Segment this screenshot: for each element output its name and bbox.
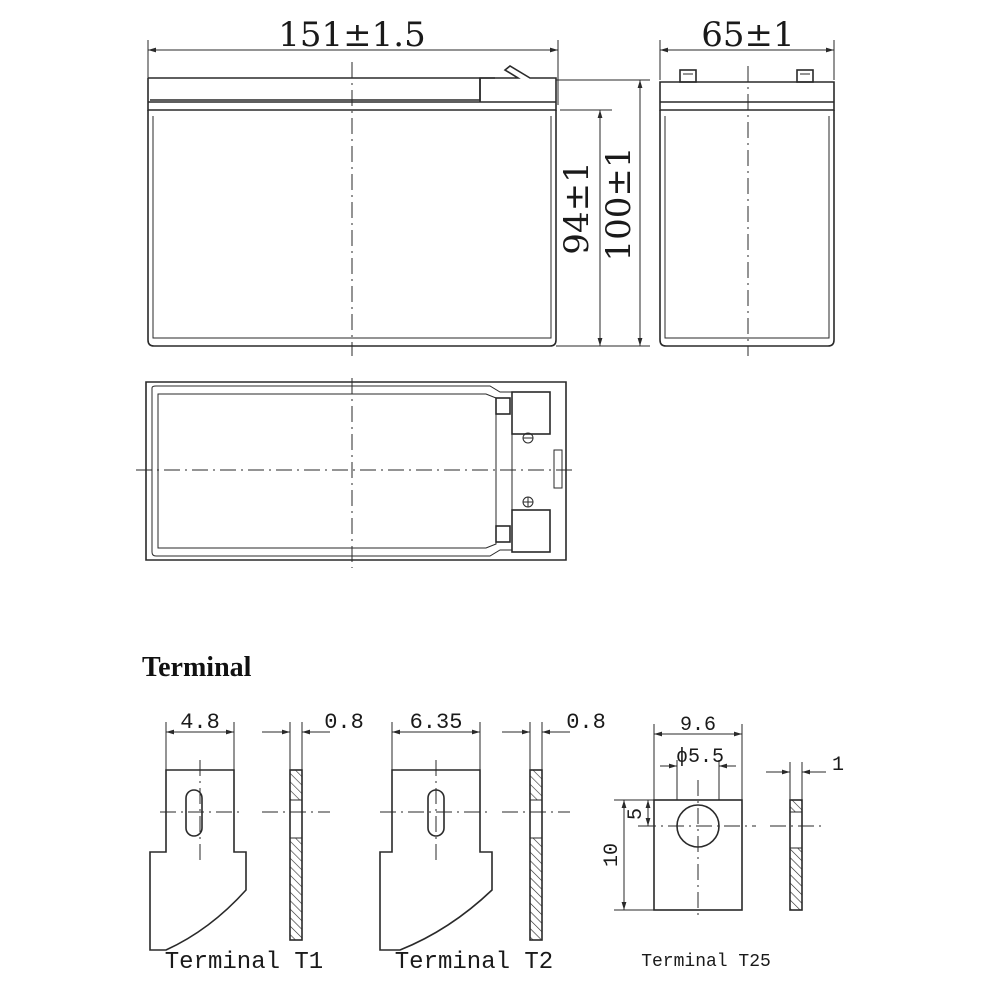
front-view bbox=[148, 15, 650, 356]
terminal-t25-drawing bbox=[601, 714, 844, 972]
t2-width-label: 6.35 bbox=[409, 710, 463, 735]
t2-thickness-label: 0.8 bbox=[566, 710, 606, 735]
side-view bbox=[660, 15, 834, 356]
t1-caption: Terminal T1 bbox=[164, 949, 324, 976]
t1-width-label: 4.8 bbox=[180, 710, 220, 735]
t1-thickness-label: 0.8 bbox=[324, 710, 364, 735]
container-height-label: 94±1 bbox=[557, 161, 597, 255]
t25-offset-label: 5 bbox=[625, 807, 648, 821]
t25-hole-label: ϕ5.5 bbox=[675, 746, 725, 769]
terminal-t1-drawing bbox=[150, 710, 364, 976]
total-height-label: 100±1 bbox=[599, 146, 639, 262]
terminal-heading: Terminal bbox=[142, 652, 252, 683]
t2-caption: Terminal T2 bbox=[394, 949, 554, 976]
length-dimension-label: 151±1.5 bbox=[278, 15, 426, 55]
top-view bbox=[136, 378, 576, 568]
t25-height-label: 10 bbox=[601, 842, 624, 868]
t25-thickness-label: 1 bbox=[831, 754, 845, 777]
t25-caption: Terminal T25 bbox=[641, 952, 771, 972]
terminal-t2-drawing bbox=[380, 710, 606, 976]
width-dimension-label: 65±1 bbox=[701, 15, 795, 55]
t25-width-label: 9.6 bbox=[679, 714, 717, 737]
